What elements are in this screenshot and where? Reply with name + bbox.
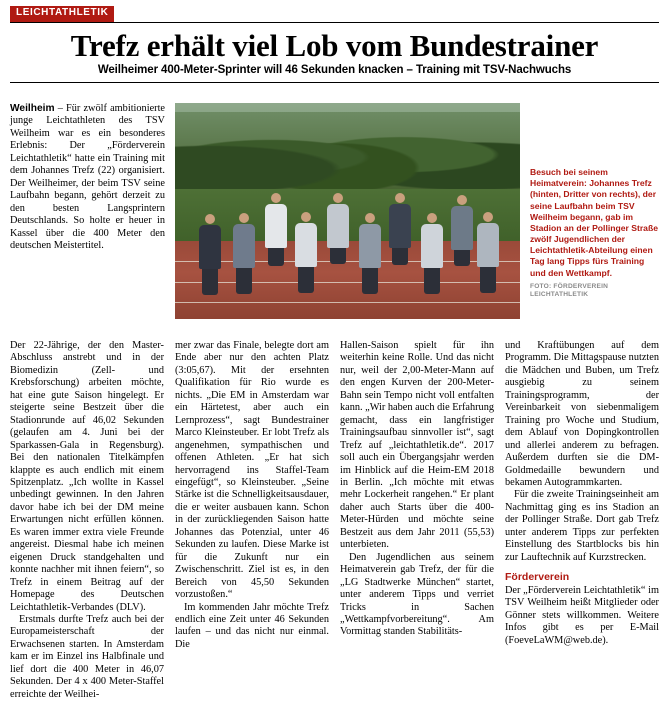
- article-column-1: [10, 340, 164, 701]
- photo-athletes: [175, 176, 520, 297]
- headline-rule: [10, 82, 659, 83]
- paragraph: Erstmals durfte Trefz auch bei der Europameisterschaft der Erwachsenen starten. In Amsterdam kam er im Einzel ins Halbfinale und lief dort die 400 Meter in 46,07 Sekunden. Der 4 x 400 Meter-Staffel erreichte der Weilhei-: [10, 613, 164, 700]
- sidebar-heading: Förderverein: [505, 571, 570, 584]
- article-column-1-top: [10, 103, 165, 252]
- article-column-4: [505, 340, 659, 701]
- paragraph: Im kommenden Jahr möchte Trefz endlich eine Zeit unter 46 Sekunden laufen – und das nicht nur einmal. Die: [175, 601, 329, 650]
- photo-caption-text: Besuch bei seinem Heimatverein: Johannes Trefz (hinten, Dritter von rechts), der seine Laufbahn beim TSV Weilheim begann, gab im Stadion an der Pollinger Straße zwölf Jugendlichen der Leichtathletik-Abteilung einen Tag lang Tipps fürs Training und den Wettkampf.: [530, 167, 658, 278]
- article-column-3: [340, 340, 494, 701]
- kicker-container: [10, 0, 659, 23]
- paragraph: mer zwar das Finale, belegte dort am Ende aber nur den achten Platz (3:05,67). Mit der ersehnten Qualifikation für Rio wurde es nichts. „Die EM in Amsterdam war ein Härtetest, aber auch ein Lernprozess“, sagt Bundestrainer Marco Kleinsteuber. Er lobt Trefz als angenehmen, sympathischen und offenen Athleten. „Er hat sich hervorragend ins Staffel-Team eingefügt“, so Kleinsteuber. „Seine Stärke ist die Schnelligkeitsausdauer, die er weiter ausbauen kann. Schon in der zurückliegenden Saison hatte Johannes das Potenzial, unter 46 Sekunden zu laufen. Diese Marke ist für die Zukunft nur ein Zwischenschritt. Ziel ist es, in den Bereich von 45,50 Sekunden vorzustoßen.“: [175, 340, 329, 601]
- article-column-2: [175, 340, 329, 701]
- section-kicker: LEICHTATHLETIK: [10, 6, 114, 22]
- dateline: Weilheim: [10, 103, 55, 114]
- lead-paragraph: [10, 103, 165, 252]
- page-subtitle: Weilheimer 400-Meter-Sprinter will 46 Sekunden knacken – Training mit TSV-Nachwuchs: [97, 64, 572, 77]
- page-title: Trefz erhält viel Lob vom Bundestrainer: [70, 27, 599, 63]
- paragraph: Den Jugendlichen aus seinem Heimatverein gab Trefz, der für die „LG Stadtwerke München“ startet, unter anderem Tipps und verriet Tricks in Sachen „Wettkampfvorbereitung“. Am Vormittag standen Stabilitäts-: [340, 551, 494, 638]
- photo-caption: [530, 167, 659, 300]
- kicker-rule: [10, 22, 659, 23]
- paragraph: Der 22-Jährige, der den Master-Abschluss anstrebt und in der Biomedizin (Zell- und Krebsforschung) arbeiten möchte, hat eine gute Saison hingelegt. Er steigerte seine Bestzeit über die Stadionrunde auf 46,02 Sekunden (gelaufen am 4. Juni bei der Sparkassen-Gala in Regensburg). Bei den nationalen Titelkämpfen klappte es auch endlich mit einem Spitzenplatz. „Ich wollte in Kassel unbedingt gewinnen. In den Jahren davor habe ich bei der DM meine Erwartungen nicht erfüllen können. Es waren immer extra viele Freunde angereist. Diesmal habe ich meinen eigenen Druck standgehalten und konnte nachher mit ihnen feiern“, so Trefz in einem Beitrag auf der Homepage des Deutschen Leichtathletik-Verbandes (DLV).: [10, 340, 164, 613]
- paragraph: Für die zweite Trainingseinheit am Nachmittag ging es ins Stadion an der Pollinger Straße. Dort gab Trefz unter anderem Tipps zur perfekten Einstellung des Startblocks bis hin zur Lauftechnik auf Kurzstrecken.: [505, 489, 659, 563]
- photo-block: [175, 103, 659, 331]
- team-photo: [175, 103, 520, 319]
- paragraph: Hallen-Saison spielt für ihn weiterhin keine Rolle. Und das nicht nur, weil der 2,00-Meter-Mann auf den engen Kurven der 200-Meter-Bahn sein Tempo nicht voll entfalten kann. „Wir haben auch die Erfahrung gemacht, dass ein langfristiger Trainingsaufbau sinnvoller ist“, sagt Trefz auf „leichtathletik.de“. 2017 soll auch ein Übergangsjahr werden im Hinblick auf die Heim-EM 2018 in Berlin. „Ich möchte mit etwas mehr Lockerheit rangehen.“ Er plant daher auch Starts über die 400-Meter-Hürden und möchte seine Bestzeit aus dem Jahr 2011 (55,53) unterbieten.: [340, 340, 494, 551]
- photo-credit: FOTO: FÖRDERVEREIN LEICHTATHLETIK: [530, 282, 609, 299]
- lead-paragraph-text: – Für zwölf ambitionierte junge Leichtathleten des TSV Weilheim war es ein besonderes Erlebnis: Der „Förderverein Leichtathletik“ hatte ein Training mit dem Johannes Trefz (22) organisiert. Der Weilheimer, der beim TSV seine Laufbahn begann, gehört derzeit zu den besten Langsprintern Deutschlands. So holte er heuer in Kassel über die 400 Meter den deutschen Meistertitel.: [10, 103, 165, 251]
- sidebar-text: Der „Förderverein Leichtathletik“ im TSV Weilheim heißt Mitglieder oder Gönner stets willkommen. Weitere Infos gibt es per E-Mail (FoeveLaWM@web.de).: [505, 584, 659, 646]
- article-body: [10, 340, 659, 701]
- paragraph: und Kraftübungen auf dem Programm. Die Mittagspause nutzten die Mädchen und Buben, um Trefz ausgiebig zu seinem Trainingsprogramm, der Vereinbarkeit von siebenmaligem Training pro Woche und Studium, dem Ablauf von Dopingkontrollen und allerlei anderem zu befragen. Außerdem durften sie die DM-Goldmedaille bewundern und bekamen Autogrammkarten.: [505, 340, 659, 488]
